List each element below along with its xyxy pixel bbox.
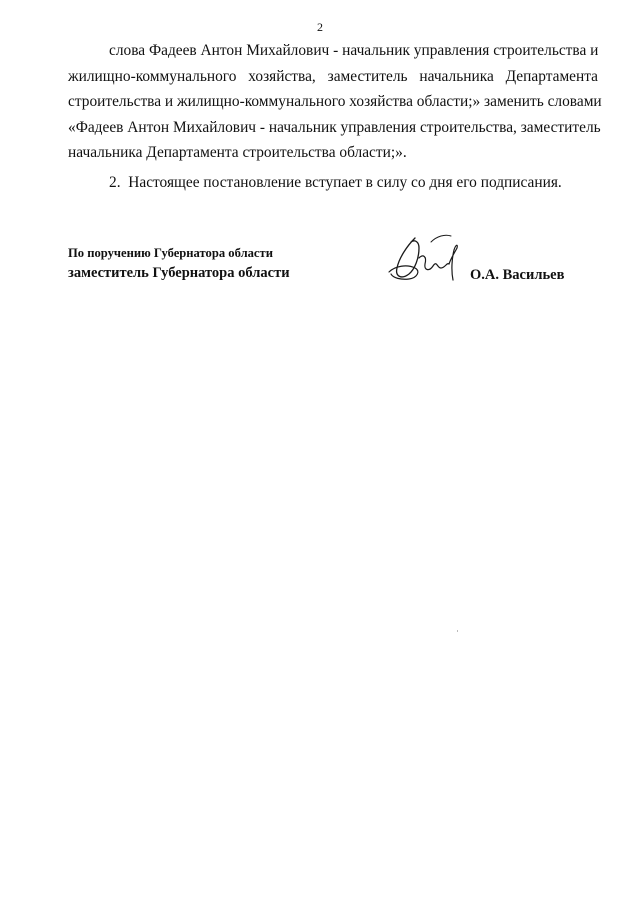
paragraph-1-line: начальника Департамента строительства области;». bbox=[68, 144, 407, 161]
paragraph-1 bbox=[68, 38, 602, 166]
handwritten-signature bbox=[385, 228, 465, 290]
list-item-2 bbox=[68, 170, 598, 196]
page-number: 2 bbox=[317, 20, 323, 34]
list-item-number: 2. bbox=[109, 174, 121, 191]
list-item-text: Настоящее постановление вступает в силу со дня его подписания. bbox=[128, 174, 562, 191]
signer-title-line-1: По поручению Губернатора области bbox=[68, 246, 273, 260]
paragraph-1-line: слова Фадеев Антон Михайлович - начальник управления строительства и bbox=[109, 42, 599, 59]
paragraph-1-line: жилищно-коммунального хозяйства, заместитель начальника Департамента bbox=[68, 67, 598, 85]
paragraph-1-line: строительства и жилищно-коммунального хозяйства области;» заменить словами bbox=[68, 93, 602, 110]
signer-name: О.А. Васильев bbox=[470, 267, 565, 283]
paragraph-1-line: «Фадеев Антон Михайлович - начальник управления строительства, заместитель bbox=[68, 118, 601, 136]
scan-artifact bbox=[457, 630, 458, 632]
signer-title-line-2: заместитель Губернатора области bbox=[68, 265, 290, 281]
paragraph-2 bbox=[68, 170, 598, 196]
